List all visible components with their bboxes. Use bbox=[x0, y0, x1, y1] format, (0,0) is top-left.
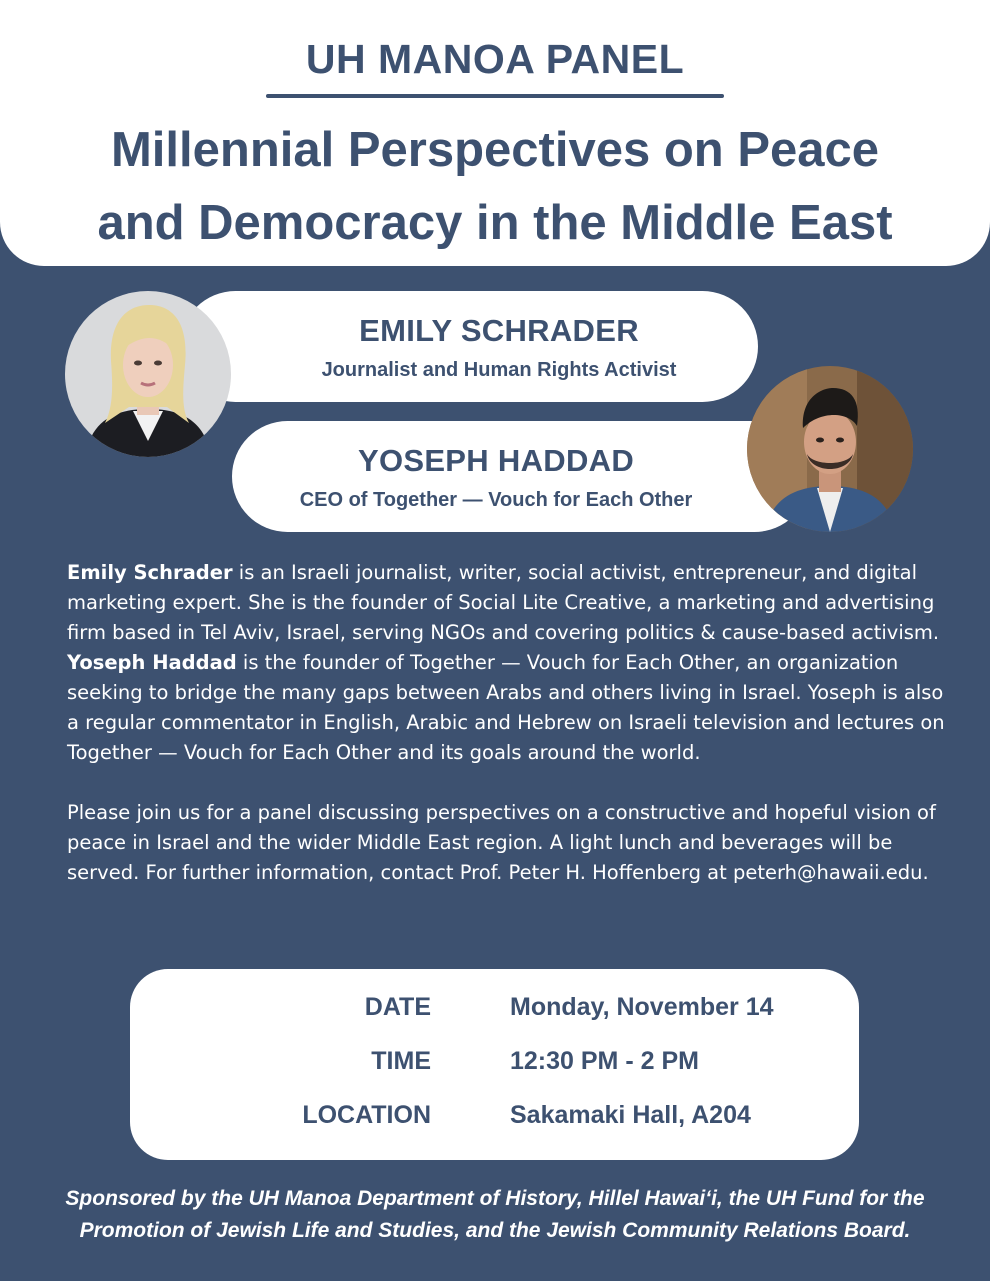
date-row bbox=[130, 993, 859, 1033]
time-row bbox=[130, 1047, 859, 1087]
event-title-line-1: Millennial Perspectives on Peace bbox=[110, 123, 880, 177]
event-kicker: UH MANOA PANEL bbox=[305, 36, 685, 82]
location-row bbox=[130, 1101, 859, 1141]
header-banner bbox=[0, 0, 990, 266]
bio-paragraph bbox=[67, 558, 947, 768]
speaker-photo-yoseph bbox=[747, 366, 913, 532]
sponsor-note bbox=[20, 1183, 970, 1247]
speaker-name: EMILY SCHRADER bbox=[359, 313, 639, 348]
event-title-line-2: and Democracy in the Middle East bbox=[97, 196, 893, 250]
sponsor-line-1: Sponsored by the UH Manoa Department of History, Hillel Hawai‘i, the UH Fund for the bbox=[65, 1187, 925, 1210]
time-value: 12:30 PM - 2 PM bbox=[510, 1047, 699, 1075]
sponsor-line-2: Promotion of Jewish Life and Studies, and the Jewish Community Relations Board. bbox=[79, 1219, 911, 1242]
speaker-role: CEO of Together — Vouch for Each Other bbox=[299, 489, 693, 511]
location-label: LOCATION bbox=[302, 1101, 431, 1129]
bio-name-yoseph: Yoseph Haddad bbox=[67, 651, 237, 674]
speaker-photo-emily bbox=[65, 291, 231, 457]
speaker-name: YOSEPH HADDAD bbox=[357, 443, 635, 478]
location-value: Sakamaki Hall, A204 bbox=[510, 1101, 751, 1129]
speaker-card-emily bbox=[180, 291, 758, 402]
date-value: Monday, November 14 bbox=[510, 993, 774, 1021]
bio-text-yoseph: is the founder of Together — Vouch for Each Other, an organization seeking to bridge the many gaps between Arabs and others living in Israel. Yoseph is also a regular commentator in English, Arabic and Hebrew on Israeli television and lectures on Together — Vouch for Each Other and its goals around the world. bbox=[67, 651, 945, 764]
bio-text-emily: is an Israeli journalist, writer, social activist, entrepreneur, and digital marketing expert. She is the founder of Social Lite Creative, a marketing and advertising firm based in Tel Aviv, Israel, serving NGOs and covering politics & cause-based activism. bbox=[67, 561, 940, 644]
date-label: DATE bbox=[364, 993, 431, 1021]
speaker-bios bbox=[67, 558, 947, 918]
time-label: TIME bbox=[371, 1047, 431, 1075]
speaker-card-yoseph bbox=[232, 421, 810, 532]
speaker-role: Journalist and Human Rights Activist bbox=[321, 359, 677, 381]
header-divider bbox=[266, 94, 724, 98]
event-details-card bbox=[130, 969, 859, 1160]
bio-name-emily: Emily Schrader bbox=[67, 561, 233, 584]
event-title bbox=[20, 114, 970, 260]
invitation-paragraph: Please join us for a panel discussing perspectives on a constructive and hopeful vision of peace in Israel and the wider Middle East region. A light lunch and beverages will be served. For further information, contact Prof. Peter H. Hoffenberg at peterh@hawaii.edu. bbox=[67, 801, 936, 884]
